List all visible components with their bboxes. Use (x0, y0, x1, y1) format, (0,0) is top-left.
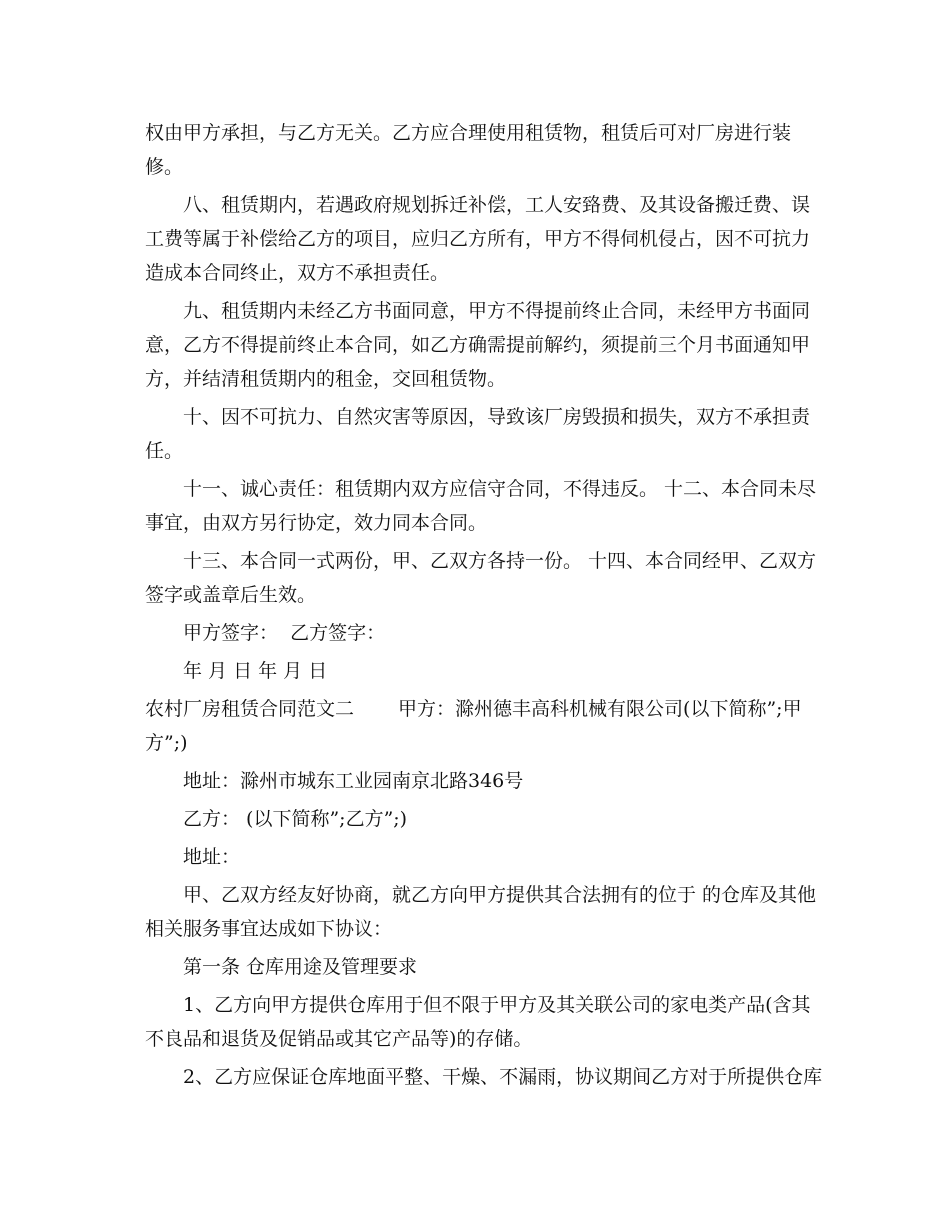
text-line: 造成本合同终止，双方不承担责任。 (145, 262, 450, 284)
document-body (145, 116, 823, 1094)
text-line: 签字或盖章后生效。 (145, 584, 317, 606)
text-line: 方，并结清租赁期内的租金，交回租赁物。 (145, 368, 507, 390)
text-line: 方”;) (145, 732, 188, 754)
text-line: 工费等属于补偿给乙方的项目，应归乙方所有，甲方不得伺机侵占，因不可抗力 (145, 228, 811, 250)
section-heading-line: 农村厂房租赁合同范文二 甲方：滁州德丰高科机械有限公司(以下简称”;甲 (145, 698, 802, 720)
text-line: 甲、乙双方经友好协商，就乙方向甲方提供其合法拥有的位于 的仓库及其他 (145, 884, 817, 906)
text-line: 相关服务事宜达成如下协议： (145, 918, 393, 940)
text-line: 事宜，由双方另行协定，效力同本合同。 (145, 512, 488, 534)
text-line: 十三、本合同一式两份，甲、乙双方各持一份。 十四、本合同经甲、乙双方 (145, 550, 817, 572)
text-line: 2、乙方应保证仓库地面平整、干燥、不漏雨，协议期间乙方对于所提供仓库 (145, 1066, 823, 1088)
address-line: 地址：滁州市城东工业园南京北路346号 (145, 770, 524, 792)
date-line: 年 月 日 年 月 日 (145, 660, 328, 682)
text-line: 修。 (145, 156, 184, 178)
article-heading: 第一条 仓库用途及管理要求 (145, 956, 418, 978)
text-line: 1、乙方向甲方提供仓库用于但不限于甲方及其关联公司的家电类产品(含其 (145, 994, 811, 1016)
text-line: 任。 (145, 440, 184, 462)
party-b-line: 乙方： (以下简称”;乙方”;) (145, 808, 408, 830)
signature-line: 甲方签字： 乙方签字： (145, 622, 386, 644)
address-line: 地址： (145, 846, 241, 868)
text-line: 十一、诚心责任：租赁期内双方应信守合同，不得违反。 十二、本合同未尽 (145, 478, 817, 500)
text-line: 八、租赁期内，若遇政府规划拆迁补偿，工人安臵费、及其设备搬迁费、误 (145, 194, 811, 216)
text-line: 权由甲方承担，与乙方无关。乙方应合理使用租赁物，租赁后可对厂房进行装 (145, 122, 792, 144)
text-line: 不良品和退货及促销品或其它产品等)的存储。 (145, 1028, 533, 1050)
text-line: 意，乙方不得提前终止本合同，如乙方确需提前解约，须提前三个月书面通知甲 (145, 334, 811, 356)
text-line: 十、因不可抗力、自然灾害等原因，导致该厂房毁损和损失，双方不承担责 (145, 406, 811, 428)
text-line: 九、租赁期内未经乙方书面同意，甲方不得提前终止合同，未经甲方书面同 (145, 300, 811, 322)
